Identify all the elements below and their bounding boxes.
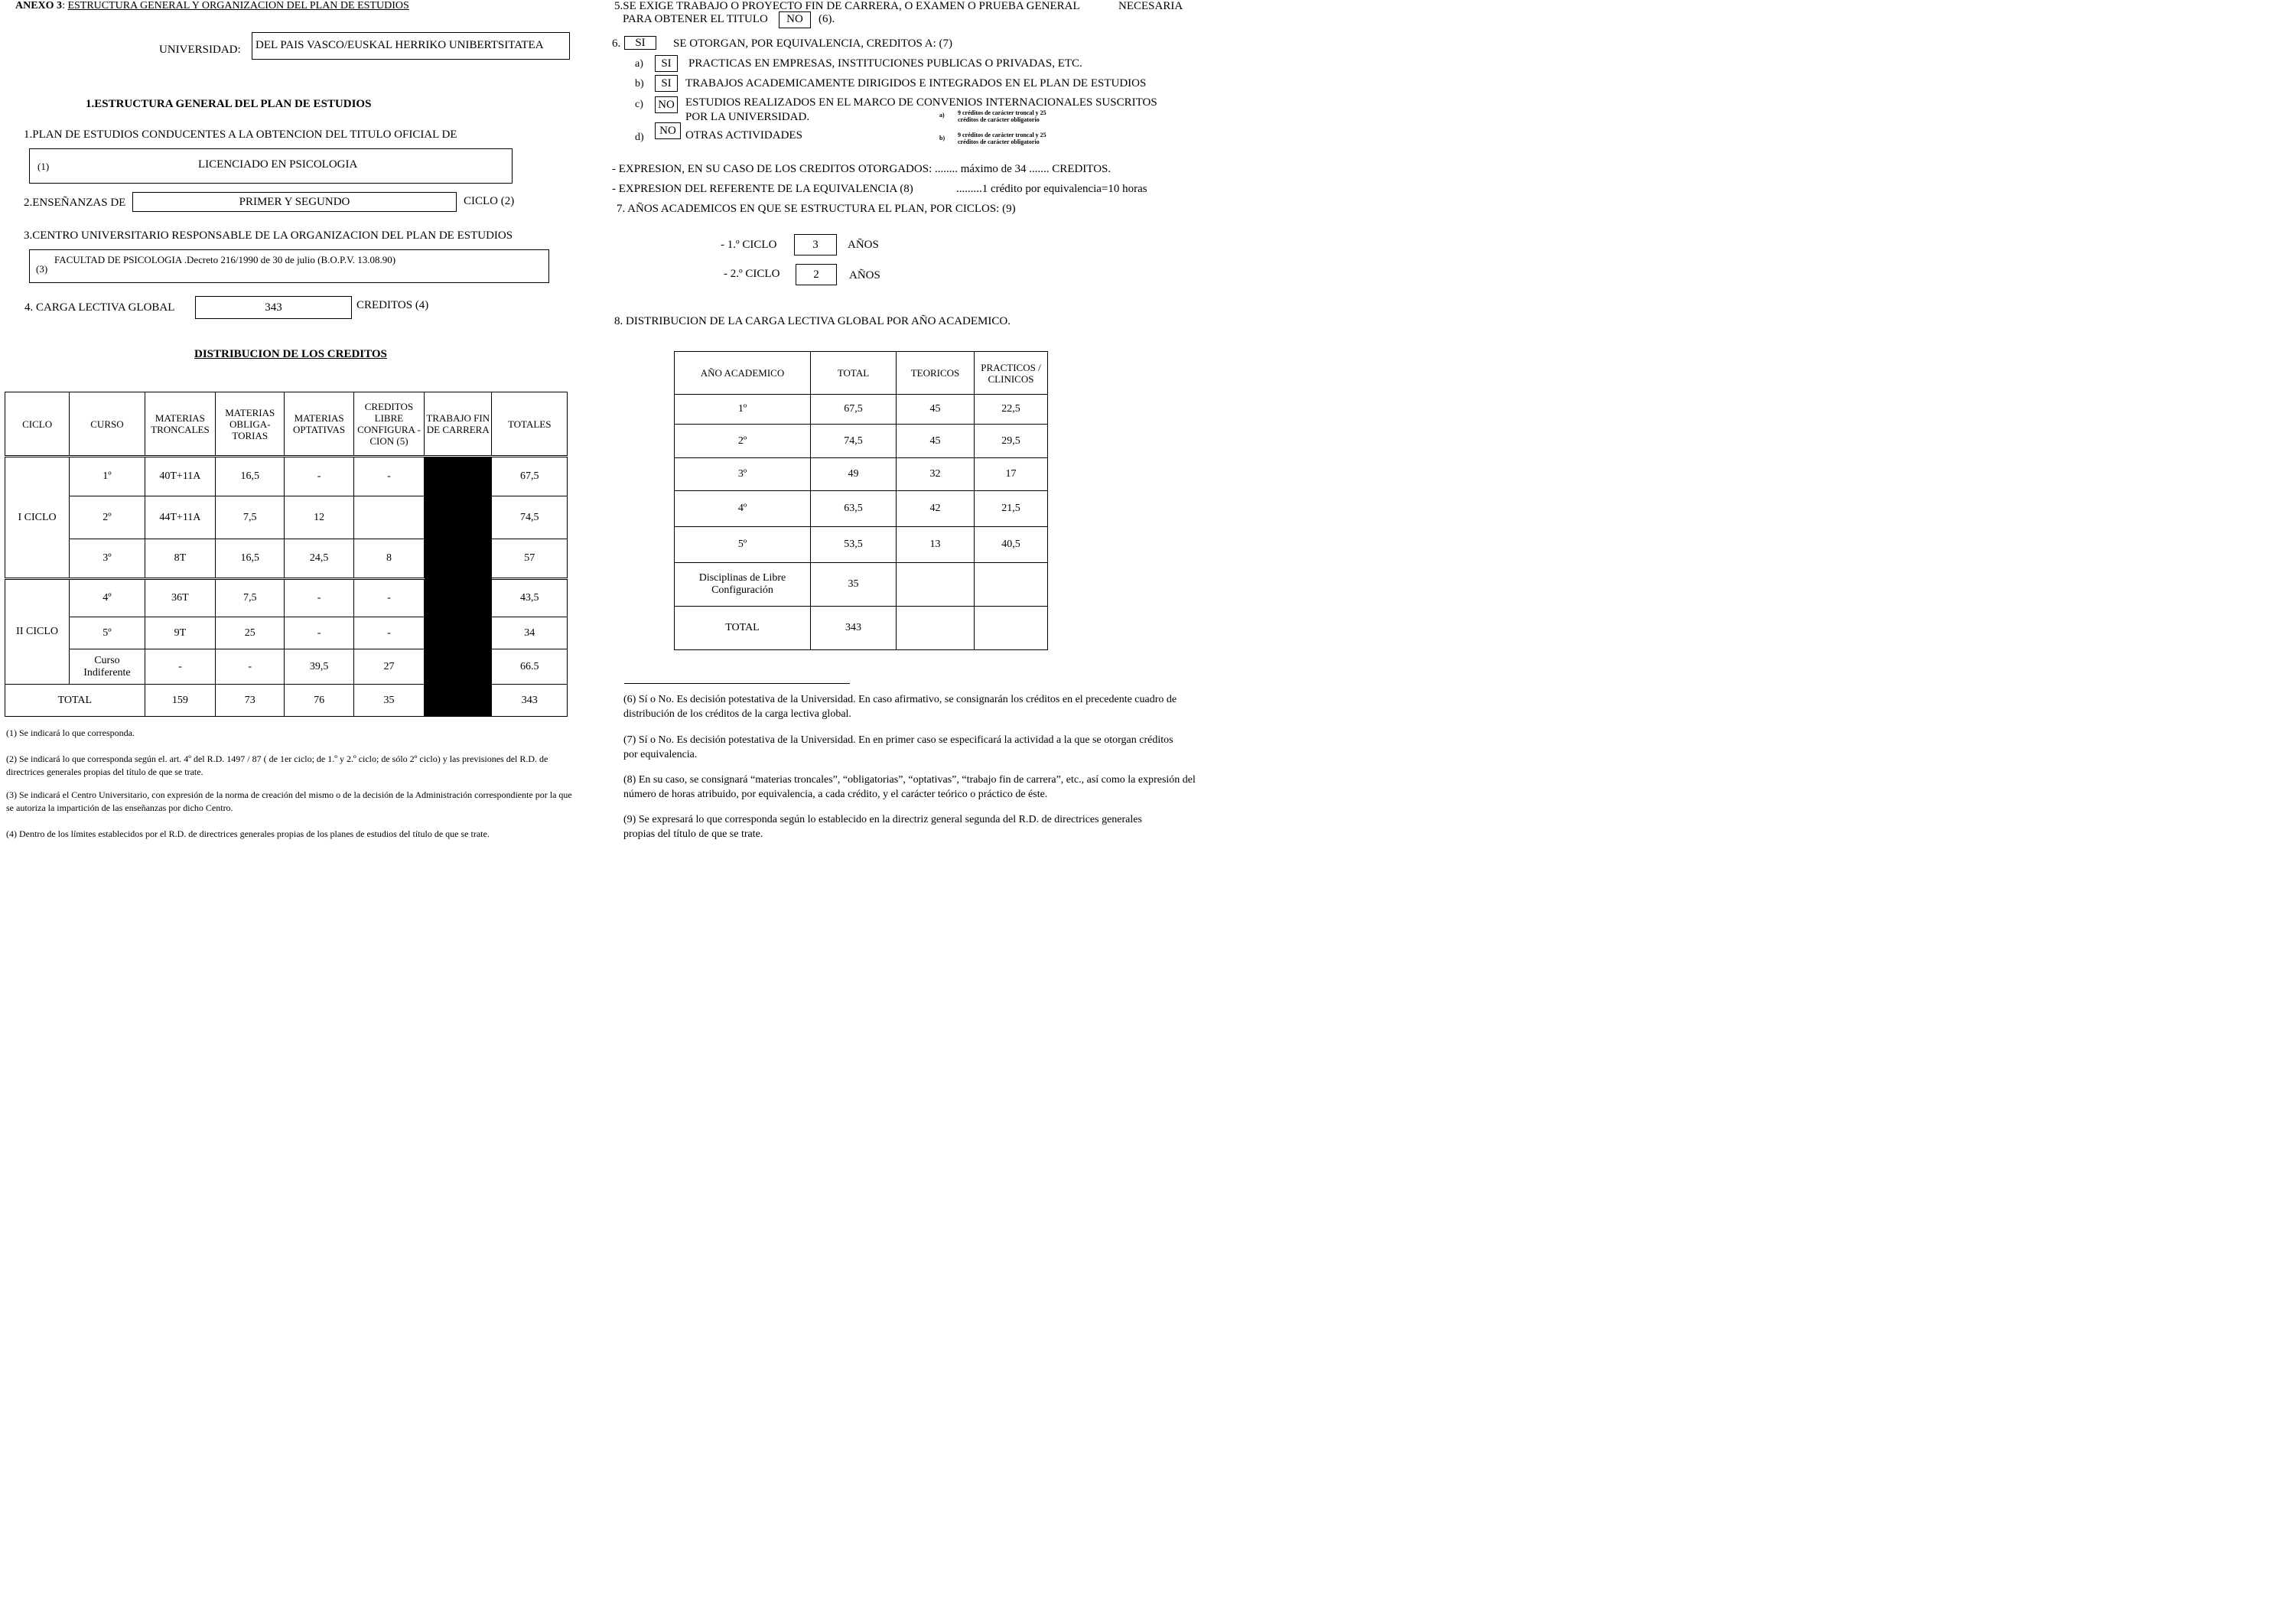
ciclo2-years-value: 2	[813, 268, 819, 281]
item-d-text: OTRAS ACTIVIDADES	[685, 129, 802, 142]
item-c-answer: NO	[658, 99, 675, 111]
centro-label: 3.CENTRO UNIVERSITARIO RESPONSABLE DE LA ORGANIZACION DEL PLAN DE ESTUDIOS	[24, 229, 513, 242]
table-row	[675, 458, 1048, 491]
ciclo2-cell: II CICLO	[5, 579, 70, 685]
carga-field	[195, 296, 352, 319]
ciclo1-years-unit: AÑOS	[848, 239, 879, 251]
item-c-letter: c)	[635, 99, 643, 110]
ciclo1-years-value: 3	[812, 239, 819, 251]
obligatorias-cell: 7,5	[216, 579, 285, 617]
section8-label: 8. DISTRIBUCION DE LA CARGA LECTIVA GLOBAL POR AÑO ACADEMICO.	[614, 315, 1011, 327]
curso-cell: 1º	[70, 457, 145, 496]
curso-cell: 5º	[70, 617, 145, 649]
anio-cell: 4º	[675, 491, 811, 527]
item-b-text: TRABAJOS ACADEMICAMENTE DIRIGIDOS E INTEGRADOS EN EL PLAN DE ESTUDIOS	[685, 77, 1147, 89]
ensenanzas-value: PRIMER Y SEGUNDO	[239, 196, 350, 208]
teoricos-cell: 32	[897, 458, 975, 491]
item-c-text: ESTUDIOS REALIZADOS EN EL MARCO DE CONVENIOS INTERNACIONALES SUSCRITOS	[685, 96, 1157, 109]
note-3: (3) Se indicará el Centro Universitario, con expresión de la norma de creación del mismo o de la decisión de la Administración correspondiente por la que se autoriza la impartición de las enseñanzas por dicho Centro.	[6, 789, 572, 813]
troncales-cell: 9T	[145, 617, 215, 649]
teoricos-cell: 13	[897, 527, 975, 563]
curso-cell: 2º	[70, 496, 145, 539]
obligatorias-cell: -	[216, 649, 285, 685]
section6-answer-box	[624, 36, 656, 50]
libre-total: 35	[353, 685, 424, 717]
header-teoricos: TEORICOS	[897, 352, 975, 395]
table-row	[675, 563, 1048, 607]
section5-line1-end: NECESARIA	[1118, 0, 1183, 12]
note-6: (6) Sí o No. Es decisión potestativa de la Universidad. En caso afirmativo, se consignarán los créditos en el precedente cuadro de distribución de los créditos de la carga lectiva global.	[623, 694, 1177, 720]
anio-cell: 2º	[675, 425, 811, 458]
troncales-cell: 44T+11A	[145, 496, 215, 539]
plan-ref: (1)	[37, 161, 50, 172]
total-cell: 74,5	[811, 425, 897, 458]
year-distribution-table	[674, 351, 1048, 650]
ciclo1-years-label: - 1.º CICLO	[721, 239, 777, 251]
expresion-referente: - EXPRESION DEL REFERENTE DE LA EQUIVALENCIA (8)	[612, 183, 913, 195]
libre-cell	[353, 496, 424, 539]
item-a-letter: a)	[635, 58, 643, 70]
header-obligatorias: MATERIAS OBLIGA- TORIAS	[216, 392, 285, 457]
header-anio: AÑO ACADEMICO	[675, 352, 811, 395]
item-c-answer-box	[655, 96, 678, 113]
section5-answer-box	[779, 11, 811, 28]
distribution-table	[5, 392, 568, 717]
table-row	[5, 457, 568, 496]
troncales-cell: 8T	[145, 539, 215, 579]
ensenanzas-field	[132, 192, 457, 212]
section1-heading: 1.ESTRUCTURA GENERAL DEL PLAN DE ESTUDIOS	[86, 98, 372, 110]
troncales-cell: 36T	[145, 579, 215, 617]
note-4: (4) Dentro de los límites establecidos por el R.D. de directrices generales propias de los planes de estudios del título de que se trate.	[6, 828, 490, 839]
troncales-cell: 40T+11A	[145, 457, 215, 496]
optativas-cell: -	[285, 579, 353, 617]
practicos-cell	[975, 607, 1048, 650]
header-totales: TOTALES	[492, 392, 568, 457]
total-cell: 63,5	[811, 491, 897, 527]
item-c-text2: POR LA UNIVERSIDAD.	[685, 111, 810, 123]
total-cell: 343	[811, 607, 897, 650]
total-cell: 53,5	[811, 527, 897, 563]
small-note-b-letter: b)	[939, 135, 945, 142]
header-troncales: MATERIAS TRONCALES	[145, 392, 215, 457]
note-8: (8) En su caso, se consignará “materias troncales”, “obligatorias”, “optativas”, “trabajo fin de carrera”, etc., así como la expresión del número de horas atribuido, por equivalencia, a cada crédito, y el carácter teórico o práctico de éste.	[623, 774, 1196, 800]
totales-cell: 66.5	[492, 649, 568, 685]
small-note-a2: créditos de carácter obligatorio	[958, 116, 1040, 123]
obligatorias-cell: 16,5	[216, 539, 285, 579]
anio-cell: 3º	[675, 458, 811, 491]
ciclo1-cell: I CICLO	[5, 457, 70, 579]
anio-cell: TOTAL	[675, 607, 811, 650]
header-curso: CURSO	[70, 392, 145, 457]
note-1: (1) Se indicará lo que corresponda.	[6, 727, 135, 738]
optativas-total: 76	[285, 685, 353, 717]
item-b-answer: SI	[661, 77, 672, 89]
anio-cell: 1º	[675, 395, 811, 425]
small-note-a1: 9 créditos de carácter troncal y 25	[958, 109, 1046, 116]
section5-answer: NO	[786, 13, 803, 25]
footnote-divider	[624, 683, 850, 684]
plan-field	[29, 148, 513, 184]
item-d-answer: NO	[659, 125, 676, 137]
troncales-total: 159	[145, 685, 215, 717]
section6-number: 6.	[612, 37, 621, 50]
item-d-letter: d)	[635, 132, 644, 143]
trabajo-redacted-cell	[425, 457, 492, 717]
obligatorias-cell: 16,5	[216, 457, 285, 496]
optativas-cell: 12	[285, 496, 353, 539]
ciclo2-years-label: - 2.º CICLO	[724, 268, 780, 280]
university-field	[252, 32, 570, 60]
carga-unit: CREDITOS (4)	[356, 299, 429, 311]
distribution-title: DISTRIBUCION DE LOS CREDITOS	[194, 348, 387, 360]
total-cell: 35	[811, 563, 897, 607]
teoricos-cell: 45	[897, 395, 975, 425]
libre-cell: -	[353, 617, 424, 649]
practicos-cell: 17	[975, 458, 1048, 491]
section5-line1	[614, 0, 1080, 13]
ciclo1-years-box	[794, 234, 837, 255]
plan-label: 1.PLAN DE ESTUDIOS CONDUCENTES A LA OBTENCION DEL TITULO OFICIAL DE	[24, 129, 457, 141]
section6-answer: SI	[635, 37, 646, 49]
item-a-answer: SI	[661, 57, 672, 70]
header-ciclo: CICLO	[5, 392, 70, 457]
ciclo2-years-box	[796, 264, 837, 285]
total-cell: 67,5	[811, 395, 897, 425]
practicos-cell: 21,5	[975, 491, 1048, 527]
teoricos-cell	[897, 607, 975, 650]
small-note-a-letter: a)	[939, 112, 945, 119]
anio-cell: 5º	[675, 527, 811, 563]
centro-field	[29, 249, 549, 283]
obligatorias-cell: 25	[216, 617, 285, 649]
year-header-row	[675, 352, 1048, 395]
obligatorias-total: 73	[216, 685, 285, 717]
libre-cell: 8	[353, 539, 424, 579]
centro-ref: (3)	[36, 263, 48, 275]
annex-heading: ANEXO 3: ESTRUCTURA GENERAL Y ORGANIZACION DEL PLAN DE ESTUDIOS	[15, 0, 409, 11]
note-9: (9) Se expresará lo que corresponda según lo establecido en la directriz general segunda del R.D. de directrices generales propias del título de que se trate.	[623, 814, 1142, 840]
totales-cell: 34	[492, 617, 568, 649]
optativas-cell: 24,5	[285, 539, 353, 579]
plan-value: LICENCIADO EN PSICOLOGIA	[198, 158, 358, 171]
practicos-cell: 29,5	[975, 425, 1048, 458]
university-label: UNIVERSIDAD:	[159, 44, 241, 56]
section6-label: SE OTORGAN, POR EQUIVALENCIA, CREDITOS A: (7)	[673, 37, 953, 50]
obligatorias-cell: 7,5	[216, 496, 285, 539]
annex-label: ANEXO 3	[15, 0, 63, 11]
table-row	[675, 527, 1048, 563]
year-total-row	[675, 607, 1048, 650]
practicos-cell	[975, 563, 1048, 607]
header-libre: CREDITOS LIBRE CONFIGURA -CION (5)	[353, 392, 424, 457]
total-cell: 49	[811, 458, 897, 491]
practicos-cell: 40,5	[975, 527, 1048, 563]
ciclo2-years-unit: AÑOS	[849, 269, 880, 282]
practicos-cell: 22,5	[975, 395, 1048, 425]
item-b-letter: b)	[635, 78, 644, 89]
note-2: (2) Se indicará lo que corresponda según el. art. 4º del R.D. 1497 / 87 ( de 1er ciclo; de 1.º y 2.º ciclo; de sólo 2º ciclo) y las previsiones del R.D. de directrices generales propias del título de que se trate.	[6, 753, 548, 777]
ensenanzas-label: 2.ENSEÑANZAS DE	[24, 197, 126, 209]
item-a-answer-box	[655, 55, 678, 72]
libre-cell: -	[353, 579, 424, 617]
section5-line2: PARA OBTENER EL TITULO	[623, 13, 768, 25]
small-note-b2: créditos de carácter obligatorio	[958, 138, 1040, 145]
header-trabajo: TRABAJO FIN DE CARRERA	[425, 392, 492, 457]
item-b-answer-box	[655, 75, 678, 92]
teoricos-cell: 42	[897, 491, 975, 527]
optativas-cell: -	[285, 617, 353, 649]
table-row	[675, 425, 1048, 458]
libre-cell: 27	[353, 649, 424, 685]
carga-label: 4. CARGA LECTIVA GLOBAL	[24, 301, 175, 314]
curso-cell: Curso Indiferente	[70, 649, 145, 685]
table-row	[675, 395, 1048, 425]
item-d-answer-box	[655, 122, 681, 139]
troncales-cell: -	[145, 649, 215, 685]
header-total: TOTAL	[811, 352, 897, 395]
item-a-text: PRACTICAS EN EMPRESAS, INSTITUCIONES PUBLICAS O PRIVADAS, ETC.	[688, 57, 1082, 70]
curso-cell: 3º	[70, 539, 145, 579]
distribution-header-row	[5, 392, 568, 457]
section5-text: 5.SE EXIGE TRABAJO O PROYECTO FIN DE CARRERA, O EXAMEN O PRUEBA GENERAL	[614, 0, 1080, 12]
teoricos-cell: 45	[897, 425, 975, 458]
anio-cell: Disciplinas de Libre Configuración	[675, 563, 811, 607]
expresion-creditos: - EXPRESION, EN SU CASO DE LOS CREDITOS OTORGADOS: ........ máximo de 34 ....... CREDITOS.	[612, 163, 1111, 175]
teoricos-cell	[897, 563, 975, 607]
table-row	[675, 491, 1048, 527]
curso-cell: 4º	[70, 579, 145, 617]
carga-value: 343	[265, 301, 282, 314]
total-label-cell: TOTAL	[5, 685, 145, 717]
ciclo-label: CICLO (2)	[464, 195, 515, 207]
section5-ref: (6).	[819, 13, 835, 25]
optativas-cell: 39,5	[285, 649, 353, 685]
university-value: DEL PAIS VASCO/EUSKAL HERRIKO UNIBERTSITATEA	[255, 39, 544, 51]
totales-cell: 57	[492, 539, 568, 579]
totales-total: 343	[492, 685, 568, 717]
centro-value: FACULTAD DE PSICOLOGIA .Decreto 216/1990 de 30 de julio (B.O.P.V. 13.08.90)	[54, 254, 396, 265]
totales-cell: 74,5	[492, 496, 568, 539]
totales-cell: 67,5	[492, 457, 568, 496]
expresion-referente-value: .........1 crédito por equivalencia=10 horas	[956, 183, 1147, 195]
libre-cell: -	[353, 457, 424, 496]
small-note-b1: 9 créditos de carácter troncal y 25	[958, 132, 1046, 138]
optativas-cell: -	[285, 457, 353, 496]
totales-cell: 43,5	[492, 579, 568, 617]
header-optativas: MATERIAS OPTATIVAS	[285, 392, 353, 457]
section7-label: 7. AÑOS ACADEMICOS EN QUE SE ESTRUCTURA EL PLAN, POR CICLOS: (9)	[617, 203, 1016, 215]
header-practicos: PRACTICOS / CLINICOS	[975, 352, 1048, 395]
note-7: (7) Sí o No. Es decisión potestativa de la Universidad. En en primer caso se especificará la actividad a la que se otorgan créditos por equivalencia.	[623, 734, 1173, 760]
annex-title: ESTRUCTURA GENERAL Y ORGANIZACION DEL PLAN DE ESTUDIOS	[67, 0, 409, 11]
